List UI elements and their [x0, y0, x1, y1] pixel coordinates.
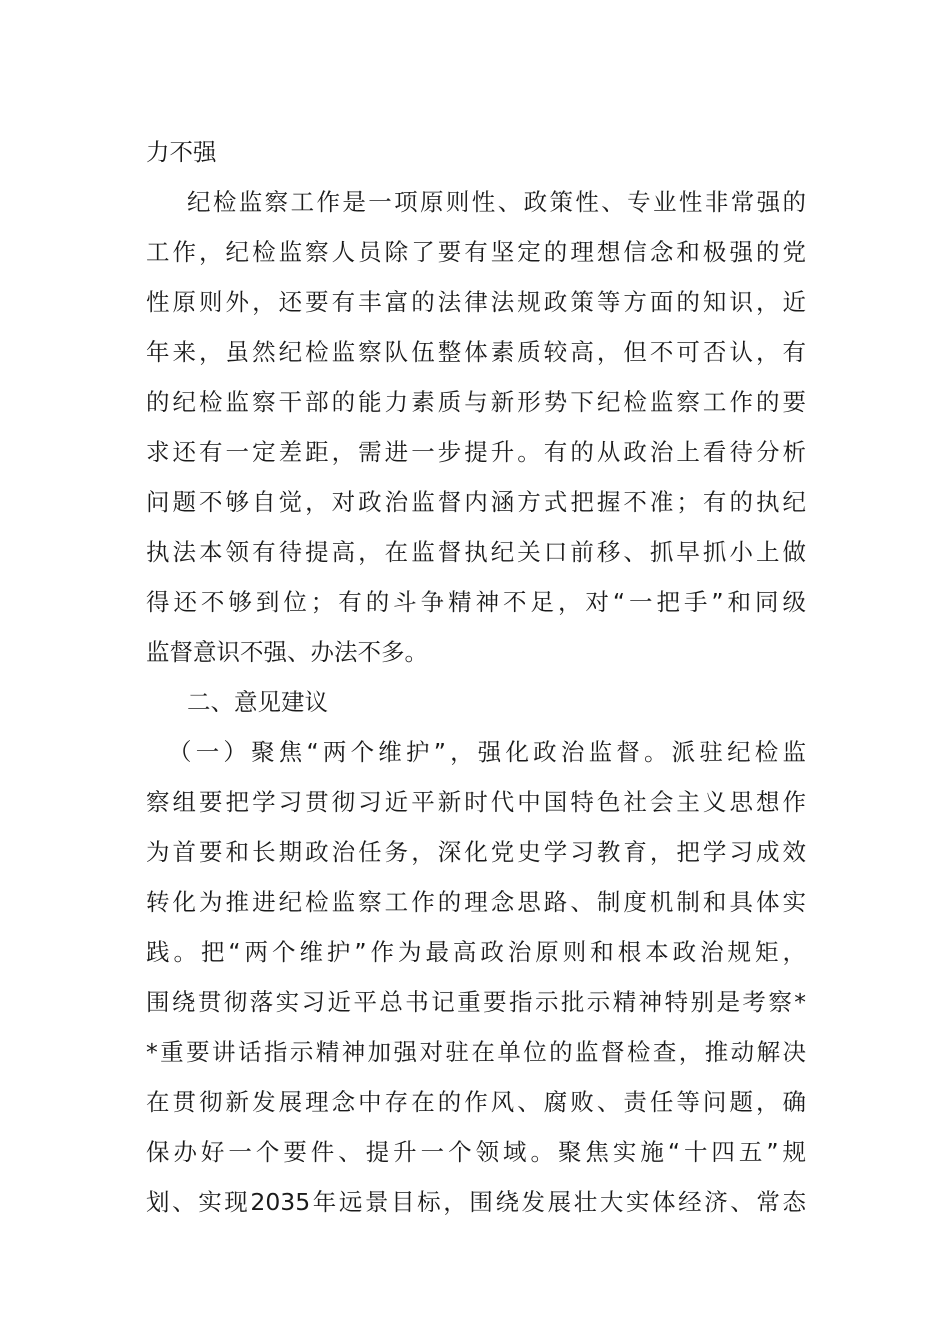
text-line: 察组要把学习贯彻习近平新时代中国特色社会主义思想作: [146, 788, 806, 816]
text-line: 年来，虽然纪检监察队伍整体素质较高，但不可否认，有: [146, 338, 806, 366]
text-line: 围绕贯彻落实习近平总书记重要指示批示精神特别是考察*: [146, 988, 806, 1016]
text-line: 监督意识不强、办法不多。: [146, 638, 428, 666]
text-line: 保办好一个要件、提升一个领域。聚焦实施“十四五”规: [146, 1138, 806, 1166]
text-line: 为首要和长期政治任务，深化党史学习教育，把学习成效: [146, 838, 806, 866]
text-line: 工作，纪检监察人员除了要有坚定的理想信念和极强的党: [146, 238, 806, 266]
text-line: 践。把“两个维护”作为最高政治原则和根本政治规矩，: [146, 938, 806, 966]
text-line: 纪检监察工作是一项原则性、政策性、专业性非常强的: [187, 188, 806, 216]
text-line: 问题不够自觉，对政治监督内涵方式把握不准；有的执纪: [146, 488, 806, 516]
text-line: 在贯彻新发展理念中存在的作风、腐败、责任等问题，确: [146, 1088, 806, 1116]
text-line: *重要讲话指示精神加强对驻在单位的监督检查，推动解决: [146, 1038, 806, 1066]
text-line: 力不强: [146, 138, 217, 166]
section-heading: 二、意见建议: [187, 688, 328, 716]
text-line: 得还不够到位；有的斗争精神不足，对“一把手”和同级: [146, 588, 806, 616]
text-line: （一）聚焦“两个维护”，强化政治监督。派驻纪检监: [168, 738, 806, 766]
text-line: 转化为推进纪检监察工作的理念思路、制度机制和具体实: [146, 888, 806, 916]
text-line: 的纪检监察干部的能力素质与新形势下纪检监察工作的要: [146, 388, 806, 416]
text-line: 执法本领有待提高，在监督执纪关口前移、抓早抓小上做: [146, 538, 806, 566]
text-line: 性原则外，还要有丰富的法律法规政策等方面的知识，近: [146, 288, 806, 316]
text-line: 求还有一定差距，需进一步提升。有的从政治上看待分析: [146, 438, 806, 466]
text-line: 划、实现2035年远景目标，围绕发展壮大实体经济、常态: [146, 1188, 806, 1216]
